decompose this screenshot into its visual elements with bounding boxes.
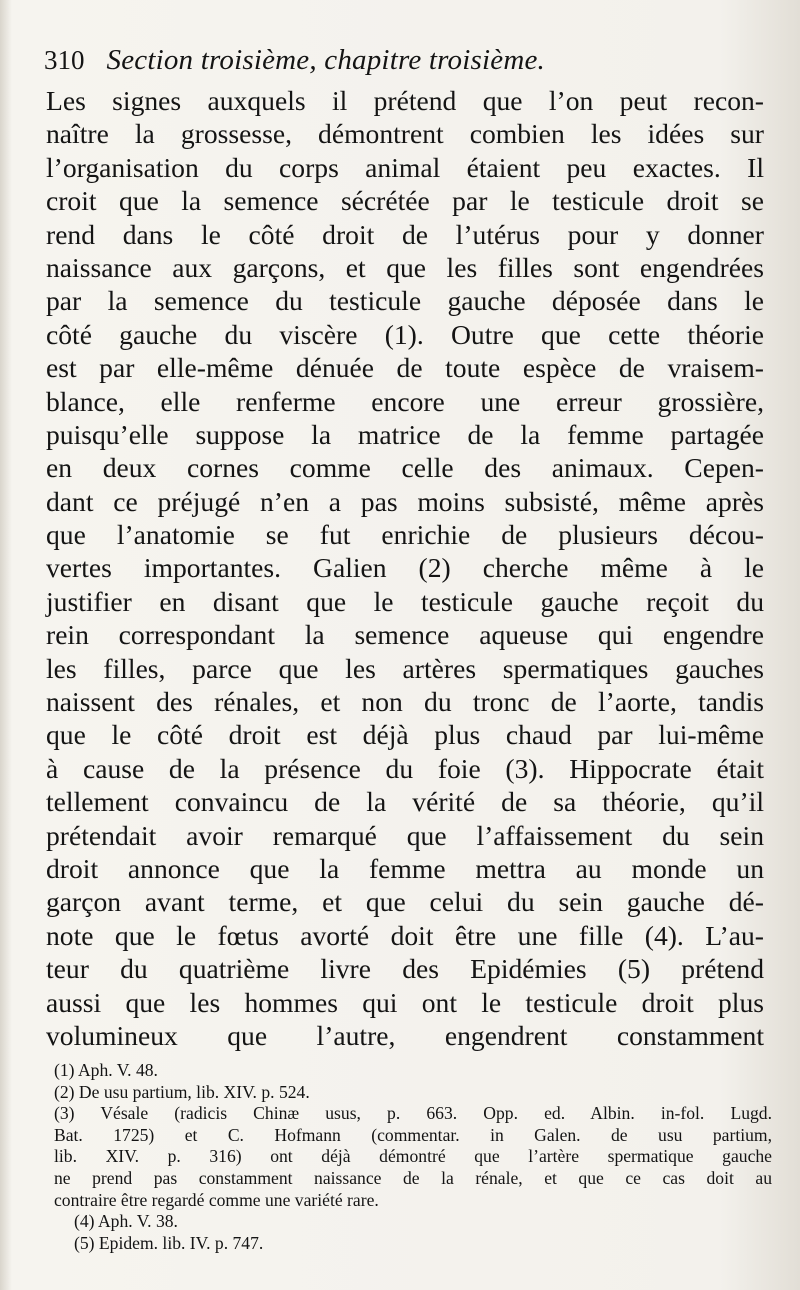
footnote-2: (2) De usu partium, lib. XIV. p. 524. <box>54 1081 310 1102</box>
page-number: 310 <box>44 45 85 75</box>
text-line: en deux cornes comme celle des animaux. Cepen- <box>46 452 764 484</box>
footnotes <box>54 1060 772 1254</box>
footnote-3-line: contraire être regardé comme une variété rare. <box>54 1189 379 1210</box>
text-line: garçon avant terme, et que celui du sein gauche dé- <box>46 886 764 918</box>
footnote-5: (5) Epidem. lib. IV. p. 747. <box>74 1232 264 1253</box>
main-text <box>46 84 764 1052</box>
text-line: Les signes auxquels il prétend que l’on peut recon- <box>46 85 764 116</box>
text-line: l’organisation du corps animal étaient peu exactes. Il <box>46 151 764 183</box>
text-line: tellement convaincu de la vérité de sa théorie, qu’il <box>46 786 764 818</box>
text-line: prétendait avoir remarqué que l’affaissement du sein <box>46 819 764 851</box>
text-line: vertes importantes. Galien (2) cherche même à le <box>46 552 764 584</box>
footnote-3-line: lib. XIV. p. 316) ont déjà démontré que l’artère spermatique gauche <box>54 1146 772 1167</box>
text-line: croit que la semence sécrétée par le testicule droit se <box>46 185 764 217</box>
text-line: dant ce préjugé n’en a pas moins subsisté, même après <box>46 485 764 517</box>
footnote-4: (4) Aph. V. 38. <box>74 1211 178 1232</box>
page-gutter-shadow <box>0 0 12 1290</box>
text-line: volumineux que l’autre, engendrent constamment <box>46 1019 764 1051</box>
text-line: est par elle-même dénuée de toute espèce de vraisem- <box>46 352 764 384</box>
text-line: teur du quatrième livre des Epidémies (5) prétend <box>46 953 764 985</box>
running-header <box>44 44 764 84</box>
text-line: naissance aux garçons, et que les filles sont engendrées <box>46 251 764 283</box>
text-line: que l’anatomie se fut enrichie de plusieurs décou- <box>46 519 764 551</box>
text-line: droit annonce que la femme mettra au monde un <box>46 852 764 884</box>
footnote-3-line: Bat. 1725) et C. Hofmann (commentar. in Galen. de usu partium, <box>54 1124 772 1145</box>
running-title: Section troisième, chapitre troisième. <box>106 44 545 76</box>
footnote-1: (1) Aph. V. 48. <box>54 1060 158 1080</box>
text-line: note que le fœtus avorté doit être une fille (4). L’au- <box>46 919 764 951</box>
text-line: aussi que les hommes qui ont le testicule droit plus <box>46 986 764 1018</box>
text-line: par la semence du testicule gauche déposée dans le <box>46 285 764 317</box>
footnote-3-line: ne prend pas constamment naissance de la rénale, et que ce cas doit au <box>54 1167 772 1188</box>
text-line: côté gauche du viscère (1). Outre que cette théorie <box>46 318 764 350</box>
text-line: puisqu’elle suppose la matrice de la femme partagée <box>46 418 764 450</box>
footnote-3-line: (3) Vésale (radicis Chinæ usus, p. 663. Opp. ed. Albin. in-fol. Lugd. <box>54 1103 772 1124</box>
text-line: que le côté droit est déjà plus chaud par lui-même <box>46 719 764 751</box>
text-line: rein correspondant la semence aqueuse qui engendre <box>46 619 764 651</box>
text-line: les filles, parce que les artères spermatiques gauches <box>46 652 764 684</box>
text-line: justifier en disant que le testicule gauche reçoit du <box>46 585 764 617</box>
text-line: blance, elle renferme encore une erreur grossière, <box>46 385 764 417</box>
text-line: rend dans le côté droit de l’utérus pour y donner <box>46 218 764 250</box>
text-line: naissent des rénales, et non du tronc de l’aorte, tandis <box>46 686 764 718</box>
text-line: à cause de la présence du foie (3). Hippocrate était <box>46 752 764 784</box>
text-line: naître la grossesse, démontrent combien les idées sur <box>46 118 764 150</box>
